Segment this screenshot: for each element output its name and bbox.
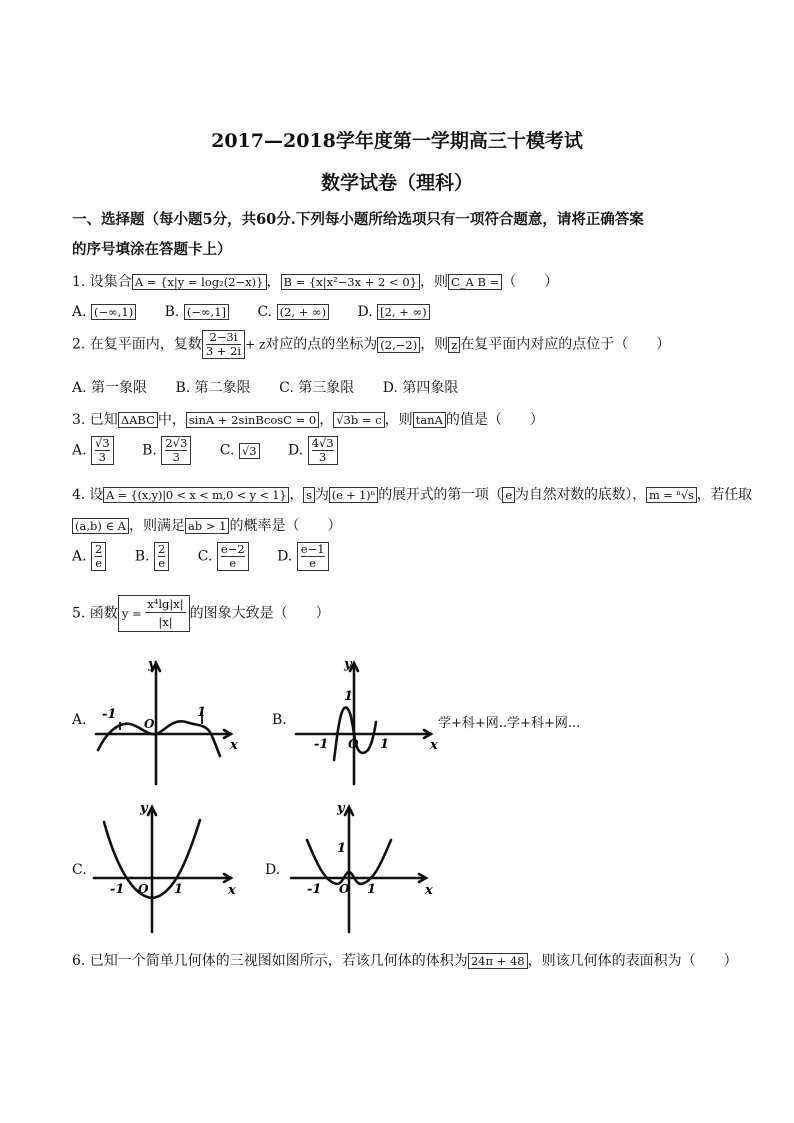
q4-pair: (a,b) ∈ A — [72, 518, 129, 534]
graph-d-y-label: y — [337, 801, 345, 816]
q2-option-c-letter[interactable]: C. — [279, 380, 294, 396]
q3-option-c-letter[interactable]: C. — [219, 442, 235, 459]
graph-d-origin: O — [339, 882, 350, 896]
q5-text-1: 5. 函数 — [72, 605, 118, 622]
graph-d-one-y: 1 — [337, 841, 347, 856]
q5-option-a-letter[interactable]: A. — [72, 712, 87, 728]
q3-option-a[interactable] — [91, 436, 114, 465]
graph-a-one: 1 — [197, 705, 207, 720]
q4-option-b-letter[interactable]: B. — [134, 548, 150, 565]
exam-title: 2017—2018学年度第一学期高三十模考试 — [211, 130, 583, 152]
q4-option-c-num: e−2 — [220, 542, 245, 556]
question-2 — [72, 330, 670, 359]
q4-text-5: 为自然对数的底数）， — [515, 487, 647, 503]
q1-text-1: 1. 设集合 — [72, 274, 132, 290]
q5-option-b-letter[interactable]: B. — [272, 712, 287, 728]
q1-text-4: （ ） — [502, 274, 559, 290]
q4-option-d-letter[interactable]: D. — [277, 548, 293, 565]
q3-option-b-letter[interactable]: B. — [142, 442, 157, 459]
q4-text-3: 为 — [314, 487, 329, 503]
q1-option-c[interactable]: (2, + ∞) — [277, 304, 329, 320]
q3-option-d-den: 3 — [318, 450, 327, 464]
q6-volume: 24π + 48 — [468, 953, 528, 969]
q3-text-4: ，则 — [384, 412, 413, 428]
graph-a-y-label: y — [148, 657, 156, 672]
q1-set-a: A = {x|y = log₂(2−x)} — [132, 274, 267, 290]
graph-d-neg-one: -1 — [307, 882, 322, 897]
graph-a-origin: O — [144, 717, 155, 731]
q2-option-c[interactable]: 第三象限 — [298, 380, 355, 396]
q4-s: s — [303, 487, 315, 503]
q2-option-d-letter[interactable]: D. — [382, 380, 398, 396]
q4-text-8: 的概率是（ ） — [229, 518, 342, 534]
q4-text-6: ，若任取 — [696, 487, 752, 503]
q5-num: x⁴lg|x| — [147, 597, 184, 611]
q5-fraction — [145, 596, 185, 631]
q3-option-d-num: 4√3 — [311, 436, 334, 450]
q1-set-b: B = {x|x²−3x + 2 < 0} — [281, 274, 420, 290]
q3-option-b-den: 3 — [172, 450, 180, 464]
q4-text-4: 的展开式的第一项（ — [378, 487, 503, 503]
q2-text-3: ，则 — [420, 336, 449, 353]
graph-b-origin: O — [348, 737, 359, 751]
q1-options — [72, 304, 430, 320]
graph-c-one: 1 — [174, 882, 184, 897]
q4-options — [72, 542, 329, 571]
graph-c-neg-one: -1 — [110, 882, 125, 897]
graph-c-y-label: y — [140, 801, 148, 816]
q2-frac-den: 3 + 2i — [205, 344, 242, 358]
q3-option-a-den: 3 — [98, 450, 106, 464]
q4-e: e — [502, 487, 515, 503]
q6-text-1: 6. 已知一个简单几何体的三视图如图所示，若该几何体的体积为 — [72, 953, 468, 969]
q1-option-c-letter[interactable]: C. — [257, 304, 273, 320]
q3-relation: √3b = c — [333, 412, 384, 428]
graph-a-neg-one: -1 — [102, 707, 117, 722]
q5-lhs: y = — [121, 606, 142, 621]
q5-side-text: 学+科+网..学+科+网... — [438, 716, 581, 731]
q3-options — [72, 436, 338, 465]
question-6 — [72, 950, 738, 970]
q5-option-d-letter[interactable]: D. — [265, 862, 281, 878]
graph-d-one: 1 — [367, 882, 377, 897]
graph-d-x-label: x — [425, 883, 433, 898]
q4-set-a: A = {(x,y)|0 < x < m,0 < y < 1} — [103, 487, 289, 503]
q6-text-2: ，则该几何体的表面积为（ ） — [527, 953, 738, 969]
q5-graph-c[interactable] — [90, 798, 250, 938]
q3-text-1: 3. 已知 — [72, 412, 118, 428]
q3-tana: tanA — [413, 412, 446, 428]
q2-options — [72, 377, 458, 397]
graph-b-x-label: x — [430, 738, 438, 753]
q2-frac-num: 2−3i — [206, 331, 241, 345]
q2-option-a-letter[interactable]: A. — [72, 380, 87, 396]
graph-b-y-label: y — [344, 657, 352, 672]
q4-option-d[interactable] — [297, 542, 329, 571]
q4-text-2: ， — [289, 487, 304, 503]
q3-equation: sinA + 2sinBcosC = 0 — [186, 412, 319, 428]
q1-option-a[interactable]: (−∞,1) — [91, 304, 136, 320]
question-5 — [72, 595, 330, 632]
q2-plus-z: + z — [245, 337, 266, 352]
q3-text-3: ， — [319, 412, 334, 428]
q4-option-c-letter[interactable]: C. — [197, 548, 213, 565]
q1-text-3: ，则 — [419, 274, 448, 290]
q4-option-c-den: e — [229, 556, 237, 570]
q2-text-2: 对应的点的坐标为 — [265, 336, 378, 353]
q5-graph-d[interactable] — [285, 798, 440, 938]
q4-option-b[interactable] — [154, 542, 169, 571]
q5-function — [118, 595, 190, 632]
q4-option-a-num: 2 — [95, 542, 103, 556]
q4-m-def: m = ⁿ√s — [646, 487, 697, 503]
section-heading-line2: 的序号填涂在答题卡上） — [72, 241, 232, 258]
q4-text-7: ，则满足 — [128, 518, 185, 534]
q2-text-4: 在复平面内对应的点位于（ ） — [460, 336, 671, 353]
q3-option-c[interactable]: √3 — [239, 443, 260, 459]
q5-graph-b[interactable] — [290, 652, 440, 792]
q1-complement: C_A B = — [448, 274, 502, 290]
q2-fraction — [202, 330, 245, 359]
q1-text-2: ， — [266, 274, 281, 290]
q4-option-d-den: e — [309, 556, 317, 570]
graph-c-origin: O — [138, 882, 149, 896]
question-4-line2 — [72, 515, 341, 535]
question-1 — [72, 271, 558, 291]
q4-condition: ab > 1 — [185, 518, 229, 534]
q5-graph-a[interactable] — [90, 652, 250, 792]
q2-text-1: 2. 在复平面内，复数 — [72, 336, 202, 353]
q2-option-d[interactable]: 第四象限 — [402, 380, 459, 396]
q1-option-b-letter[interactable]: B. — [164, 304, 180, 320]
q4-option-a[interactable] — [91, 542, 106, 571]
q2-z: z — [448, 337, 460, 353]
q5-option-c-letter[interactable]: C. — [72, 862, 87, 878]
question-4-line1 — [72, 484, 752, 504]
question-3 — [72, 409, 544, 429]
q3-option-a-letter[interactable]: A. — [72, 442, 87, 459]
q5-den: |x| — [158, 615, 173, 629]
q4-option-b-den: e — [158, 556, 166, 570]
graph-c-x-label: x — [228, 883, 236, 898]
q3-text-5: 的值是（ ） — [445, 412, 544, 428]
q4-option-a-letter[interactable]: A. — [72, 548, 87, 565]
graph-a-curve — [98, 721, 220, 756]
q3-option-b[interactable] — [161, 436, 191, 465]
q2-option-b-letter[interactable]: B. — [175, 380, 191, 396]
q3-option-d[interactable] — [308, 436, 338, 465]
graph-b-one: 1 — [380, 737, 390, 752]
q3-triangle: ΔABC — [118, 412, 158, 428]
q4-text-1: 4. 设 — [72, 487, 104, 503]
q3-option-b-num: 2√3 — [165, 436, 188, 450]
section-heading-line1: 一、选择题（每小题5分，共60分.下列每小题所给选项只有一项符合题意，请将正确答案 — [72, 211, 644, 228]
graph-a-x-label: x — [230, 738, 238, 753]
q1-option-b[interactable]: (−∞,1] — [184, 304, 229, 320]
q4-binomial: (e + 1)ⁿ — [329, 487, 378, 503]
q4-option-a-den: e — [95, 556, 103, 570]
q5-text-2: 的图象大致是（ ） — [189, 605, 330, 622]
q2-option-b[interactable]: 第二象限 — [194, 380, 251, 396]
exam-subtitle: 数学试卷（理科） — [320, 172, 473, 194]
q3-option-a-num: √3 — [95, 436, 110, 450]
q4-option-b-num: 2 — [158, 542, 166, 556]
q3-option-d-letter[interactable]: D. — [287, 442, 304, 459]
graph-b-one-y: 1 — [344, 689, 354, 704]
q2-option-a[interactable]: 第一象限 — [91, 380, 148, 396]
q1-option-a-letter[interactable]: A. — [72, 304, 87, 320]
q2-point: (2,−2) — [377, 337, 420, 353]
q1-option-d[interactable]: [2, + ∞) — [377, 304, 429, 320]
q4-option-d-num: e−1 — [300, 542, 325, 556]
q3-text-2: 中， — [157, 412, 186, 428]
q4-option-c[interactable] — [217, 542, 249, 571]
graph-b-neg-one: -1 — [314, 737, 329, 752]
q1-option-d-letter[interactable]: D. — [357, 304, 373, 320]
